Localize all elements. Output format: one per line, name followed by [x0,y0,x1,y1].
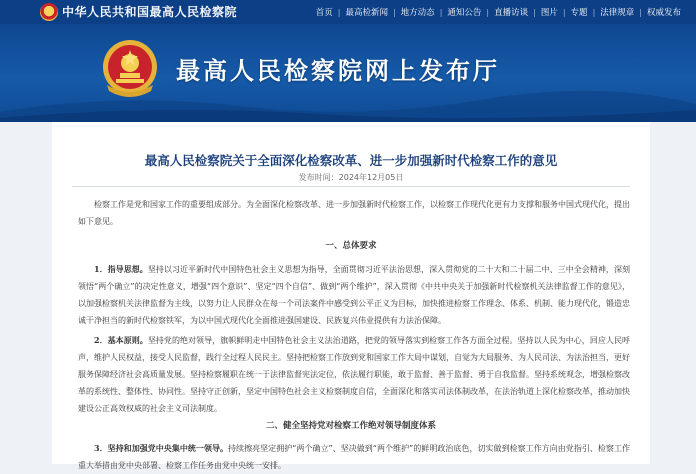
paragraph-1 [78,261,630,329]
nav-pictures[interactable]: 图片 [540,8,558,18]
paragraph-3 [78,440,630,474]
procuratorate-emblem-icon [40,3,58,21]
publish-date: 发布时间：2024年12月05日 [298,173,404,182]
nav-live-interviews[interactable]: 直播访谈 [494,8,529,18]
paragraph-body: 坚持以习近平新时代中国特色社会主义思想为指导，全面贯彻习近平法治思想，深入贯彻党的二十大和二十届二中、三中全会精神，深刻领悟“两个确立”的决定性意义，增强“四个意识”、坚定“四个自信”、做到“两个维护”，深入贯彻《中共中央关于加强新时代检察机关法律监督工作的意见》，以加强检察机关法律监督为主线，以努力让人民群众在每一个司法案件中感受到公平正义为目标，加快推进检察工作理念、体系、机制、能力现代化，锻造忠诚干净担当的新时代检察铁军，为以中国式现代化全面推进强国建设、民族复兴伟业提供有力法治保障。 [78,265,630,325]
nav-topics[interactable]: 专题 [570,8,588,18]
section-heading-2: 二、健全坚持党对检察工作绝对领导制度体系 [265,421,436,431]
banner-title: 最高人民检察院网上发布厅 [176,57,500,85]
article-title: 最高人民检察院关于全面深化检察改革、进一步加强新时代检察工作的意见 [144,153,558,168]
nav-separator: | [562,7,566,17]
paragraph-lead: 2．基本原则。 [94,335,148,345]
paragraph-lead: 1．指导思想。 [94,264,148,274]
nav-separator: | [592,7,596,17]
paragraph-lead: 3．坚持和加强党中央集中统一领导。 [94,443,229,453]
procuratorate-emblem-icon [101,37,159,101]
intro-paragraph [78,196,630,230]
nav-home[interactable]: 首页 [315,8,333,18]
section-heading-1: 一、总体要求 [325,241,377,251]
top-nav [311,0,686,24]
intro-text: 检察工作是党和国家工作的重要组成部分。为全面深化检察改革、进一步加强新时代检察工作，以检察工作现代化更有力支撑和服务中国式现代化，提出如下意见。 [78,200,630,226]
nav-separator: | [392,7,396,17]
nav-separator: | [439,7,443,17]
paragraph-body: 坚持党的绝对领导，旗帜鲜明走中国特色社会主义法治道路，把党的领导落实到检察工作各方面全过程。坚持以人民为中心，回应人民呼声，维护人民权益，接受人民监督，践行全过程人民民主。坚持把检察工作放到党和国家工作大局中谋划，自觉为大局服务、为人民司法、为法治担当，更好服务保障经济社会高质量发展。坚持检察履职在统一于法律监督宪法定位，依法履行职能，敢于监督、善于监督、勇于自我监督。坚持系统观念，增强检察改革的系统性、整体性、协同性。坚持守正创新，坚定中国特色社会主义检察制度自信，全面深化和落实司法体制改革，在法治轨道上深化检察改革，推动加快建设公正高效权威的社会主义司法制度。 [78,336,630,413]
nav-separator: | [486,7,490,17]
nav-spp-news[interactable]: 最高检新闻 [345,8,388,18]
nav-separator: | [337,7,341,17]
nav-laws[interactable]: 法律规章 [600,8,635,18]
nav-notices[interactable]: 通知公告 [447,8,482,18]
nav-releases[interactable]: 权威发布 [646,8,681,18]
top-bar [0,0,696,24]
paragraph-2 [78,332,630,417]
nav-local-news[interactable]: 地方动态 [400,8,435,18]
site-name[interactable]: 中华人民共和国最高人民检察院 [62,5,238,19]
banner [0,24,696,122]
nav-separator: | [639,7,642,17]
paragraph-body: 持续擦亮坚定拥护“两个确立”、坚决做到“两个维护”的鲜明政治底色，切实做到检察工作方向由党指引、检察工作重大举措由党中央部署、检察工作任务由党中央统一安排。 [78,444,630,470]
nav-separator: | [533,7,536,17]
article-container [52,122,650,470]
title-divider [72,186,630,187]
